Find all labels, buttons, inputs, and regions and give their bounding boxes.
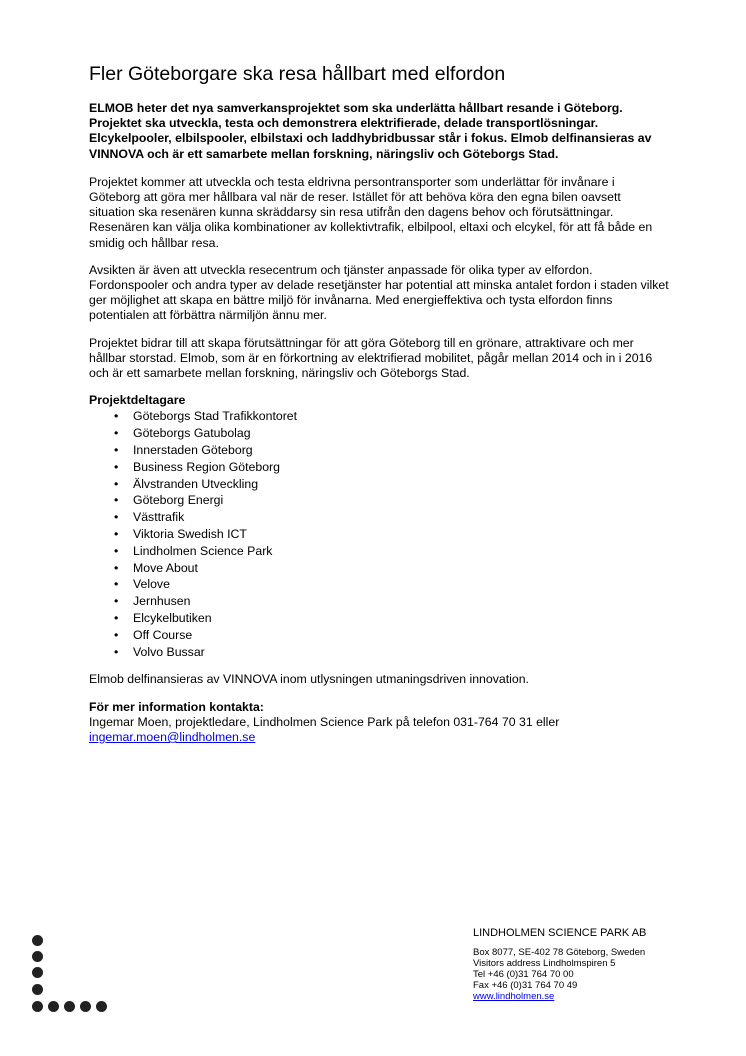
- dot-pattern-logo: [32, 935, 122, 1020]
- body-paragraph: Projektet kommer att utveckla och testa eldrivna persontransporter som underlättar för invånare i Göteborg att göra mer hållbara val när de reser. Istället för att behöva köra den egna bilen oavsett situation ska resenären kunna skräddarsy sin resa utifrån den dagens behov och förutsättningar. Resenären kan välja olika kombinationer av kollektivtrafik, elbilpool, eltaxi och elcykel, för att få både en smidig och hållbar resa.: [89, 174, 653, 250]
- funding-note: Elmob delfinansieras av VINNOVA inom utlysningen utmaningsdriven innovation.: [89, 672, 529, 687]
- list-item: • Lindholmen Science Park: [114, 543, 273, 558]
- list-item: • Innerstaden Göteborg: [114, 443, 253, 458]
- contact-email-link[interactable]: ingemar.moen@lindholmen.se: [89, 730, 256, 745]
- postal-address: Box 8077, SE-402 78 Göteborg, Sweden: [473, 947, 646, 958]
- company-name: LINDHOLMEN SCIENCE PARK AB: [473, 927, 647, 939]
- phone-number: Tel +46 (0)31 764 70 00: [473, 969, 574, 980]
- list-item: • Move About: [114, 560, 198, 575]
- logo-dot: [80, 1001, 91, 1012]
- website-link[interactable]: www.lindholmen.se: [473, 991, 555, 1002]
- list-item: • Göteborgs Stad Trafikkontoret: [114, 409, 298, 424]
- logo-dot: [64, 1001, 75, 1012]
- lead-paragraph: ELMOB heter det nya samverkansprojektet som ska underlätta hållbart resande i Göteborg. Projektet ska utveckla, testa och demonstrera elektrifierade, delade transportlösningar. Elcykelpooler, elbilspooler, elbilstaxi och laddhybridbussar står i fokus. Elmob delfinansieras av VINNOVA och är ett samarbete mellan forskning, näringsliv och Göteborgs Stad.: [89, 101, 652, 161]
- bullet-icon: •: [114, 611, 119, 626]
- bullet-icon: •: [114, 560, 119, 575]
- logo-dot: [48, 1001, 59, 1012]
- body-paragraph: Projektet bidrar till att skapa förutsättningar för att göra Göteborg till en grönare, attraktivare och mer hållbar storstad. Elmob, som är en förkortning av elektrifierad mobilitet, pågår mellan 2014 och in i 2016 och är ett samarbete mellan forskning, näringsliv och Göteborgs Stad.: [89, 335, 653, 381]
- visitors-address: Visitors address Lindholmspiren 5: [473, 958, 616, 969]
- bullet-icon: •: [114, 594, 119, 609]
- list-item: • Göteborg Energi: [114, 493, 224, 508]
- logo-dot: [32, 967, 43, 978]
- footer-address: [473, 928, 713, 1002]
- bullet-icon: •: [114, 527, 119, 542]
- list-item: • Elcykelbutiken: [114, 611, 212, 626]
- logo-dot: [32, 984, 43, 995]
- list-item: • Göteborgs Gatubolag: [114, 426, 251, 441]
- list-item: • Velove: [114, 577, 170, 592]
- contact-text: Ingemar Moen, projektledare, Lindholmen Science Park på telefon 031-764 70 31 eller ingemar.moen@lindholmen.se: [89, 714, 560, 745]
- document-body: [89, 62, 669, 745]
- list-item: • Off Course: [114, 627, 193, 642]
- logo-dot: [32, 1001, 43, 1012]
- bullet-icon: •: [114, 510, 119, 525]
- list-item: • Viktoria Swedish ICT: [114, 527, 247, 542]
- bullet-icon: •: [114, 459, 119, 474]
- bullet-icon: •: [114, 409, 119, 424]
- bullet-icon: •: [114, 543, 119, 558]
- bullet-icon: •: [114, 493, 119, 508]
- list-item: • Västtrafik: [114, 510, 185, 525]
- logo-dot: [96, 1001, 107, 1012]
- page-title: Fler Göteborgare ska resa hållbart med elfordon: [89, 63, 506, 85]
- list-item: • Jernhusen: [114, 594, 191, 609]
- list-item: • Älvstranden Utveckling: [114, 476, 259, 491]
- participants-list: [89, 408, 669, 660]
- bullet-icon: •: [114, 443, 119, 458]
- bullet-icon: •: [114, 426, 119, 441]
- logo-dot: [32, 951, 43, 962]
- bullet-icon: •: [114, 577, 119, 592]
- list-item: • Volvo Bussar: [114, 644, 205, 659]
- logo-dot: [32, 935, 43, 946]
- bullet-icon: •: [114, 476, 119, 491]
- participants-heading: Projektdeltagare: [89, 393, 186, 408]
- bullet-icon: •: [114, 644, 119, 659]
- contact-heading: För mer information kontakta:: [89, 699, 264, 714]
- list-item: • Business Region Göteborg: [114, 459, 280, 474]
- bullet-icon: •: [114, 627, 119, 642]
- fax-number: Fax +46 (0)31 764 70 49: [473, 980, 578, 991]
- body-paragraph: Avsikten är även att utveckla resecentrum och tjänster anpassade för olika typer av elfordon. Fordonspooler och andra typer av delade resetjänster har potential att minska antalet fordon i staden vilket ger möjlighet att skapa en bättre miljö för invånarna. Med energieffektiva och tysta elfordon finns potentialen att förbättra närmiljön ännu mer.: [89, 262, 669, 323]
